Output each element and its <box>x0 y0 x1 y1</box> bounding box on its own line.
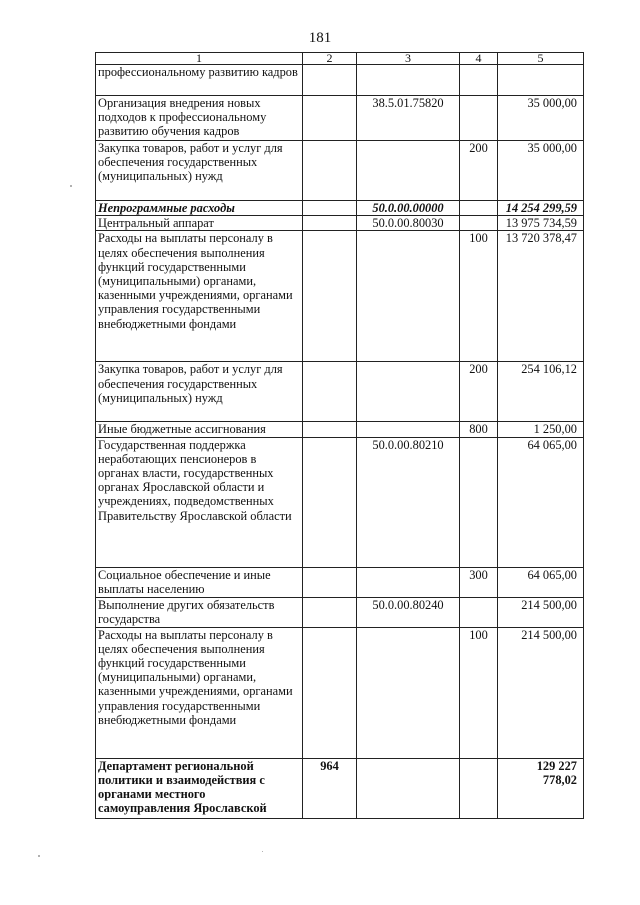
row-expense-type: 100 <box>460 627 498 758</box>
header-cell-4: 4 <box>460 53 498 65</box>
table-row <box>96 362 584 422</box>
row-amount: 64 065,00 <box>498 567 584 597</box>
row-amount: 64 065,00 <box>498 437 584 567</box>
header-cell-5: 5 <box>498 53 584 65</box>
row-name: Расходы на выплаты персоналу в целях обеспечения выполнения функций государственными (муниципальными) органами, казенными учреждениями, органами управления государственными внебюджетными фондами <box>96 627 303 758</box>
row-target-code <box>357 758 460 818</box>
row-target-code <box>357 567 460 597</box>
table-row <box>96 758 584 818</box>
row-admin-code <box>303 96 357 141</box>
row-expense-type <box>460 597 498 627</box>
table-row <box>96 422 584 437</box>
table-row <box>96 567 584 597</box>
row-amount: 214 500,00 <box>498 597 584 627</box>
row-admin-code <box>303 216 357 231</box>
row-amount: 35 000,00 <box>498 141 584 201</box>
row-expense-type <box>460 201 498 216</box>
scan-speck <box>38 855 40 857</box>
row-name: Социальное обеспечение и иные выплаты населению <box>96 567 303 597</box>
row-amount <box>498 65 584 96</box>
row-target-code <box>357 422 460 437</box>
row-amount: 254 106,12 <box>498 362 584 422</box>
table-header-row <box>96 53 584 65</box>
table-row <box>96 216 584 231</box>
row-amount: 13 720 378,47 <box>498 231 584 362</box>
row-expense-type <box>460 216 498 231</box>
header-cell-3: 3 <box>357 53 460 65</box>
table-row <box>96 65 584 96</box>
row-admin-code <box>303 597 357 627</box>
row-target-code <box>357 362 460 422</box>
table-row <box>96 597 584 627</box>
row-admin-code <box>303 141 357 201</box>
row-target-code: 50.0.00.80030 <box>357 216 460 231</box>
row-target-code <box>357 627 460 758</box>
page-number: 181 <box>308 30 332 46</box>
table-row <box>96 437 584 567</box>
header-cell-1: 1 <box>96 53 303 65</box>
row-target-code: 50.0.00.80240 <box>357 597 460 627</box>
scan-speck <box>70 185 72 187</box>
row-amount: 214 500,00 <box>498 627 584 758</box>
row-admin-code <box>303 65 357 96</box>
scan-speck <box>262 851 263 852</box>
row-amount: 1 250,00 <box>498 422 584 437</box>
row-expense-type: 100 <box>460 231 498 362</box>
row-name: Государственная поддержка неработающих пенсионеров в органах власти, государственных органах Ярославской области и учреждениях, подведомственных Правительству Ярославской области <box>96 437 303 567</box>
row-amount: 14 254 299,59 <box>498 201 584 216</box>
row-target-code: 50.0.00.80210 <box>357 437 460 567</box>
row-name: Выполнение других обязательств государства <box>96 597 303 627</box>
row-expense-type: 200 <box>460 362 498 422</box>
row-target-code: 38.5.01.75820 <box>357 96 460 141</box>
row-amount: 129 227 778,02 <box>498 758 584 818</box>
row-admin-code <box>303 437 357 567</box>
table-row <box>96 141 584 201</box>
row-name: Закупка товаров, работ и услуг для обеспечения государственных (муниципальных) нужд <box>96 362 303 422</box>
table-row <box>96 96 584 141</box>
row-expense-type: 300 <box>460 567 498 597</box>
row-expense-type <box>460 437 498 567</box>
row-admin-code <box>303 627 357 758</box>
row-admin-code: 964 <box>303 758 357 818</box>
row-target-code: 50.0.00.00000 <box>357 201 460 216</box>
row-name: Закупка товаров, работ и услуг для обеспечения государственных (муниципальных) нужд <box>96 141 303 201</box>
row-expense-type: 200 <box>460 141 498 201</box>
row-expense-type <box>460 96 498 141</box>
header-cell-2: 2 <box>303 53 357 65</box>
row-admin-code <box>303 422 357 437</box>
table-row <box>96 627 584 758</box>
table-row <box>96 231 584 362</box>
row-name: профессиональному развитию кадров <box>96 65 303 96</box>
row-target-code <box>357 65 460 96</box>
row-admin-code <box>303 362 357 422</box>
row-name: Департамент региональной политики и взаимодействия с органами местного самоуправления Ярославской <box>96 758 303 818</box>
row-name: Непрограммные расходы <box>96 201 303 216</box>
row-expense-type <box>460 758 498 818</box>
row-admin-code <box>303 231 357 362</box>
row-target-code <box>357 141 460 201</box>
row-admin-code <box>303 201 357 216</box>
row-amount: 13 975 734,59 <box>498 216 584 231</box>
budget-table <box>95 52 584 819</box>
row-name: Расходы на выплаты персоналу в целях обеспечения выполнения функций государственными (муниципальными) органами, казенными учреждениями, органами управления государственными внебюджетными фондами <box>96 231 303 362</box>
row-name: Иные бюджетные ассигнования <box>96 422 303 437</box>
row-name: Центральный аппарат <box>96 216 303 231</box>
row-expense-type <box>460 65 498 96</box>
row-amount: 35 000,00 <box>498 96 584 141</box>
table-row <box>96 201 584 216</box>
row-target-code <box>357 231 460 362</box>
row-admin-code <box>303 567 357 597</box>
row-name: Организация внедрения новых подходов к профессиональному развитию обучения кадров <box>96 96 303 141</box>
row-expense-type: 800 <box>460 422 498 437</box>
